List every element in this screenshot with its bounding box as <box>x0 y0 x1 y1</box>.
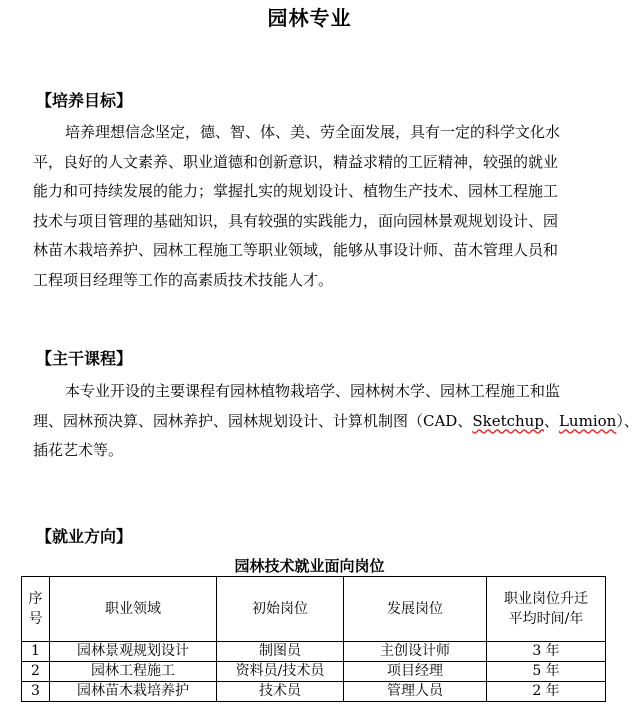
header-time <box>487 577 606 642</box>
cell-field: 园林景观规划设计 <box>50 642 217 662</box>
cell-time: 2 年 <box>487 682 606 702</box>
cell-develop: 项目经理 <box>344 662 487 682</box>
cell-time: 3 年 <box>487 642 606 662</box>
sketchup-word: Sketchup <box>472 411 544 430</box>
goal-line: 林苗木栽培养护、园林工程施工等职业领域，能够从事设计师、苗木管理人员和 <box>33 241 559 259</box>
section-heading-career: 【就业方向】 <box>36 527 133 546</box>
header-develop: 发展岗位 <box>344 577 487 642</box>
cell-initial: 技术员 <box>217 682 344 702</box>
cell-develop: 主创设计师 <box>344 642 487 662</box>
cell-develop: 管理人员 <box>344 682 487 702</box>
table-header-row <box>22 577 606 642</box>
table-caption: 园林技术就业面向岗位 <box>234 557 385 575</box>
header-initial: 初始岗位 <box>217 577 344 642</box>
cell-field: 园林工程施工 <box>50 662 217 682</box>
courses-line <box>33 407 639 437</box>
cell-seq: 3 <box>22 682 50 702</box>
header-field: 职业领域 <box>50 577 217 642</box>
courses-line-text: 理、园林预决算、园林养护、园林规划设计、计算机制图（CAD、 <box>33 411 473 430</box>
header-time-part: 平均时间/年 <box>508 611 584 627</box>
cell-initial: 制图员 <box>217 642 344 662</box>
cell-initial: 资料员/技术员 <box>217 662 344 682</box>
cell-time: 5 年 <box>487 662 606 682</box>
header-seq-part: 序 <box>28 591 43 607</box>
courses-paragraph <box>33 377 639 466</box>
courses-separator: 、 <box>543 411 559 430</box>
header-seq <box>22 577 50 642</box>
courses-line-end: ）、 <box>616 411 639 430</box>
goal-line: 技术与项目管理的基础知识，具有较强的实践能力，面向园林景观规划设计、园 <box>33 211 559 230</box>
goal-line: 能力和可持续发展的能力；掌握扎实的规划设计、植物生产技术、园林工程施工 <box>33 182 559 200</box>
cell-seq: 2 <box>22 662 50 682</box>
header-time-part: 职业岗位升迁 <box>504 591 588 607</box>
page-title: 园林专业 <box>267 6 352 30</box>
goal-line: 培养理想信念坚定，德、智、体、美、劳全面发展，具有一定的科学文化水 <box>65 123 561 141</box>
table-row <box>22 662 606 682</box>
section-heading-goal: 【培养目标】 <box>36 91 133 110</box>
goal-line: 平，良好的人文素养、职业道德和创新意识，精益求精的工匠精神，较强的就业 <box>33 152 559 171</box>
cell-field: 园林苗木栽培养护 <box>50 682 217 702</box>
courses-line: 插花艺术等。 <box>33 441 124 459</box>
table-row <box>22 642 606 662</box>
cell-seq: 1 <box>22 642 50 662</box>
goal-line: 工程项目经理等工作的高素质技术技能人才。 <box>33 270 334 289</box>
lumion-word: Lumion <box>558 411 617 430</box>
table-row <box>22 682 606 702</box>
goal-paragraph <box>33 118 593 295</box>
section-heading-courses: 【主干课程】 <box>36 349 133 368</box>
jobs-table <box>21 576 606 702</box>
header-seq-part: 号 <box>28 611 43 627</box>
courses-line: 本专业开设的主要课程有园林植物栽培学、园林树木学、园林工程施工和监 <box>65 382 561 400</box>
